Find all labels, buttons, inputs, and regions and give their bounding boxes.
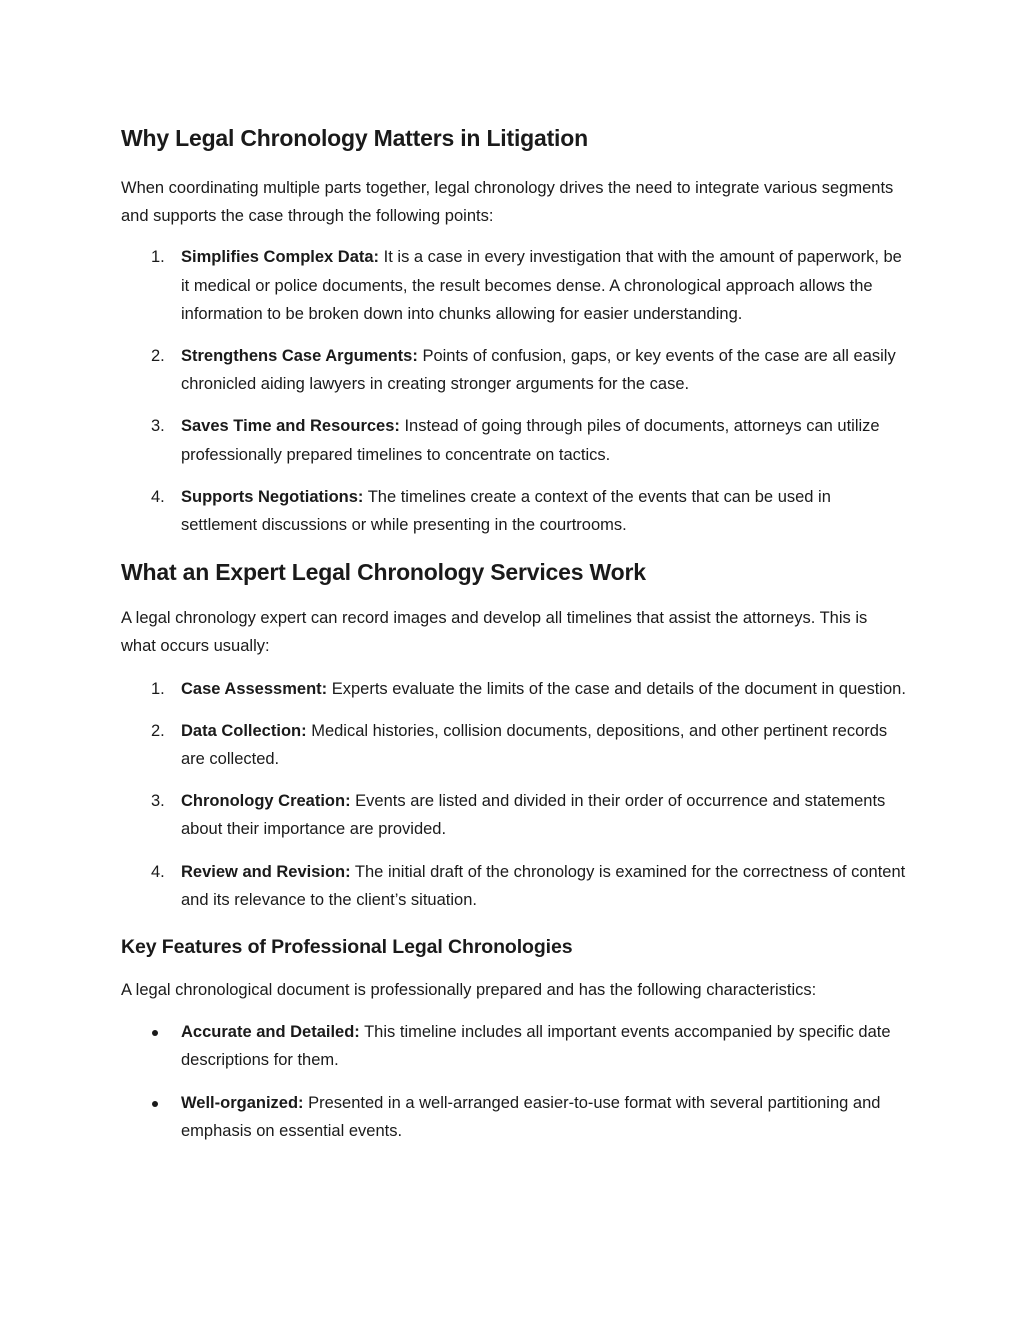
item-term: Case Assessment: <box>181 679 328 698</box>
list-item <box>121 412 906 468</box>
numbered-list <box>121 243 906 539</box>
list-number: 2. <box>151 721 165 740</box>
item-text: Presented in a well-arranged easier-to-use format with several partitioning and emphasis on essential events. <box>181 1093 881 1140</box>
item-term: Accurate and Detailed: <box>181 1023 360 1042</box>
item-term: Data Collection: <box>181 721 307 740</box>
section-heading: Why Legal Chronology Matters in Litigation <box>121 125 588 151</box>
item-term: Simplifies Complex Data: <box>181 248 380 267</box>
item-text: Experts evaluate the limits of the case and details of the document in question. <box>327 679 906 698</box>
list-item <box>121 858 906 914</box>
item-term: Chronology Creation: <box>181 792 351 811</box>
list-item <box>121 675 906 703</box>
list-item <box>121 243 906 328</box>
list-item <box>121 483 906 539</box>
item-term: Well-organized: <box>181 1093 304 1112</box>
item-term: Review and Revision: <box>181 862 351 881</box>
list-number: 3. <box>151 792 165 811</box>
list-number: 3. <box>151 417 165 436</box>
section-intro: A legal chronological document is professionally prepared and has the following characteristics: <box>121 981 817 1000</box>
section-intro: When coordinating multiple parts together, legal chronology drives the need to integrate various segments and supports the case through the following points: <box>121 179 894 226</box>
list-number: 4. <box>151 862 165 881</box>
section-heading: What an Expert Legal Chronology Services Work <box>121 559 646 586</box>
item-text: Instead of going through piles of documents, attorneys can utilize professionally prepared timelines to concentrate on tactics. <box>181 417 880 464</box>
item-text: Medical histories, collision documents, depositions, and other pertinent records are collected. <box>181 721 888 769</box>
numbered-list <box>121 675 906 914</box>
section-intro: A legal chronology expert can record images and develop all timelines that assist the attorneys. This is what occurs usually: <box>121 609 868 656</box>
bullet-list <box>121 1018 906 1145</box>
list-item <box>121 342 906 398</box>
bullet-icon <box>152 1030 158 1036</box>
subsection-heading: Key Features of Professional Legal Chronologies <box>121 936 573 959</box>
item-text: The timelines create a context of the events that can be used in settlement discussions or while presenting in the courtrooms. <box>181 487 831 535</box>
list-item <box>121 717 906 773</box>
item-term: Strengthens Case Arguments: <box>181 347 418 366</box>
item-term: Saves Time and Resources: <box>181 417 400 436</box>
list-number: 4. <box>151 487 165 506</box>
item-text: The initial draft of the chronology is examined for the correctness of content and its relevance to the client’s situation. <box>181 862 906 909</box>
list-item <box>121 1018 906 1074</box>
list-item <box>121 787 906 843</box>
list-number: 1. <box>151 248 165 267</box>
list-number: 1. <box>151 679 165 698</box>
document-page <box>121 122 906 1145</box>
item-text: This timeline includes all important events accompanied by specific date descriptions for them. <box>181 1023 891 1070</box>
item-term: Supports Negotiations: <box>181 487 364 506</box>
bullet-icon <box>152 1101 158 1107</box>
item-text: Points of confusion, gaps, or key events of the case are all easily chronicled aiding lawyers in creating stronger arguments for the case. <box>181 347 896 394</box>
item-text: Events are listed and divided in their order of occurrence and statements about their importance are provided. <box>181 792 886 839</box>
list-item <box>121 1089 906 1145</box>
list-number: 2. <box>151 347 165 366</box>
item-text: It is a case in every investigation that with the amount of paperwork, be it medical or police documents, the result becomes dense. A chronological approach allows the information to be broken down into chunks allowing for easier understanding. <box>181 248 902 323</box>
